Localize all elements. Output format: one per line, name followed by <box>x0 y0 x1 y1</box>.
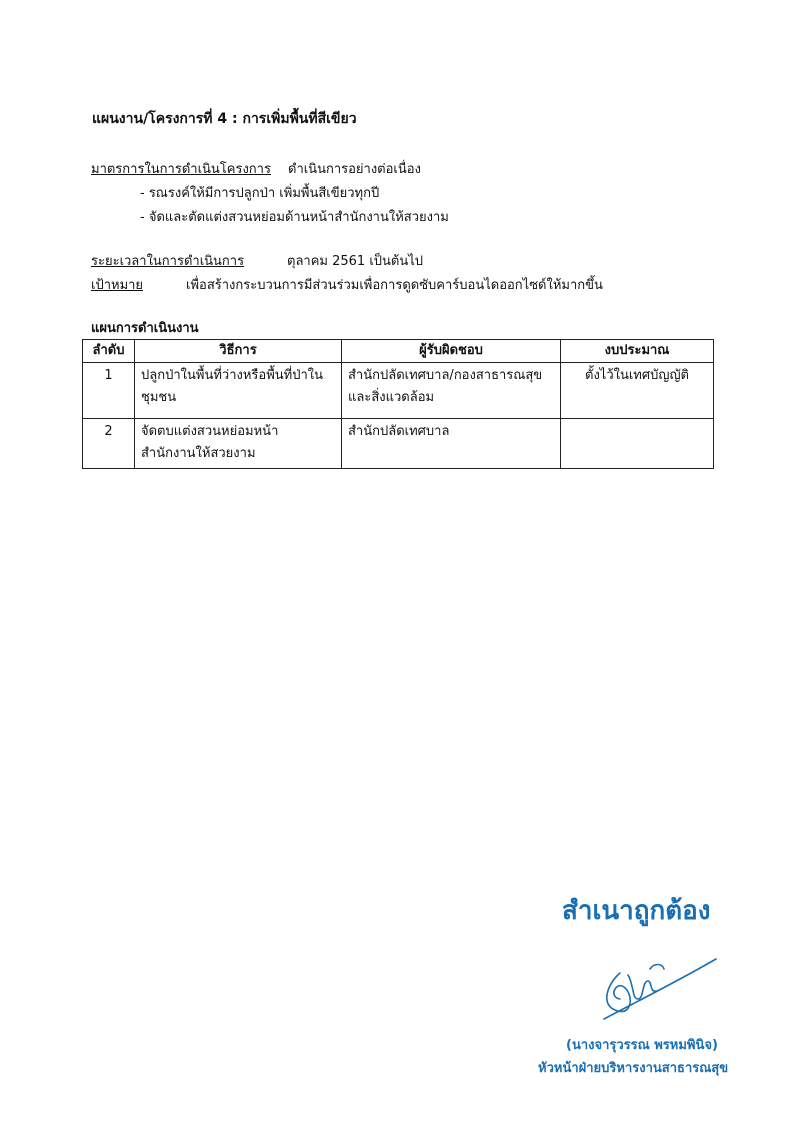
table-header-row <box>83 340 714 363</box>
measures-value: ดำเนินการอย่างต่อเนื่อง <box>288 162 421 177</box>
page-title: แผนงาน/โครงการที่ 4 : การเพิ่มพื้นที่สีเขียว <box>92 111 357 127</box>
table-row <box>83 363 714 419</box>
target-value: เพื่อสร้างกระบวนการมีส่วนร่วมเพื่อการดูดซับคาร์บอนไดออกไซด์ให้มากขึ้น <box>186 278 603 293</box>
responsible-cell <box>342 419 561 469</box>
method-cell <box>135 419 342 469</box>
row-number: 1 <box>83 363 135 419</box>
signer-name: (นางจารุวรรณ พรหมพินิจ) <box>566 1038 718 1053</box>
plan-table <box>82 339 714 469</box>
column-header: วิธีการ <box>135 340 342 363</box>
method-line: ปลูกป่าในพื้นที่ว่างหรือพื้นที่ป่าใน <box>141 368 324 383</box>
row-number: 2 <box>83 419 135 469</box>
signer-position: หัวหน้าฝ่ายบริหารงานสาธารณสุข <box>538 1061 729 1076</box>
plan-heading: แผนการดำเนินงาน <box>91 321 199 336</box>
duration-label: ระยะเวลาในการดำเนินการ <box>91 254 245 269</box>
method-cell <box>135 363 342 419</box>
responsible-line: สำนักปลัดเทศบาล/กองสาธารณสุข <box>348 368 543 383</box>
signature <box>598 945 718 1025</box>
target-label: เป้าหมาย <box>91 278 144 293</box>
table-row <box>83 419 714 469</box>
measures-label: มาตรการในการดำเนินโครงการ <box>91 162 271 177</box>
certified-copy-stamp: สำเนาถูกต้อง <box>562 896 711 926</box>
duration-value: ตุลาคม 2561 เป็นต้นไป <box>287 254 424 269</box>
budget-cell: ตั้งไว้ในเทศบัญญัติ <box>561 363 714 419</box>
measures-item: - จัดและตัดแต่งสวนหย่อมด้านหน้าสำนักงานให้สวยงาม <box>140 210 449 225</box>
column-header: งบประมาณ <box>561 340 714 363</box>
method-line: ชุมชน <box>141 390 177 405</box>
responsible-line: และสิ่งแวดล้อม <box>348 390 435 405</box>
budget-cell <box>561 419 714 469</box>
method-line: จัดตบแต่งสวนหย่อมหน้า <box>141 424 279 439</box>
column-header: ลำดับ <box>83 340 135 363</box>
responsible-cell <box>342 363 561 419</box>
measures-item: - รณรงค์ให้มีการปลูกป่า เพิ่มพื้นสีเขียวทุกปี <box>140 186 380 201</box>
column-header: ผู้รับผิดชอบ <box>342 340 561 363</box>
method-line: สำนักงานให้สวยงาม <box>141 446 256 461</box>
responsible-line: สำนักปลัดเทศบาล <box>348 424 450 439</box>
